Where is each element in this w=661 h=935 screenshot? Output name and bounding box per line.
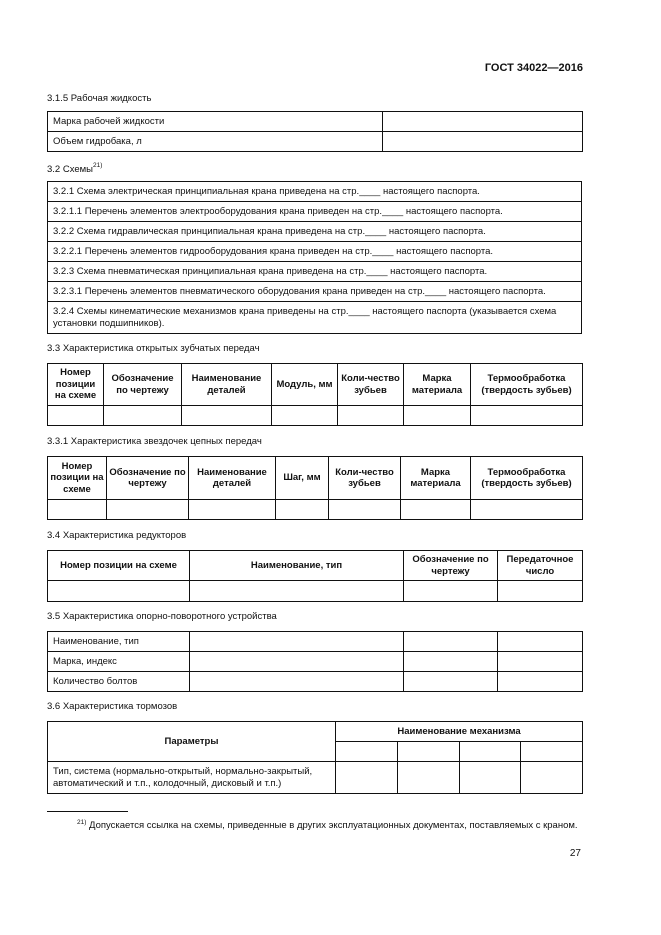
sprocket-table [47, 456, 583, 520]
slewing-table [47, 631, 583, 692]
page-number: 27 [569, 848, 581, 859]
sprocket-col-heat-treatment: Термообработка (твердость зубьев) [471, 457, 583, 500]
brakes-table [47, 721, 583, 794]
scheme-row: 3.2.3 Схема пневматическая принципиальная крана приведена на стр.____ настоящего паспорта. [48, 262, 582, 282]
gear-col-module: Модуль, мм [272, 364, 338, 406]
gear-col-drawing: Обозначение по чертежу [104, 364, 182, 406]
gearbox-col-name: Наименование, тип [190, 551, 404, 581]
slewing-brand-label: Марка, индекс [48, 652, 190, 672]
gearbox-col-position: Номер позиции на схеме [48, 551, 190, 581]
gearbox-col-ratio: Передаточное число [498, 551, 583, 581]
footnote-mark: 21) [77, 819, 87, 826]
tank-volume-value [383, 132, 583, 152]
fluid-brand-value [383, 112, 583, 132]
slewing-name-label: Наименование, тип [48, 632, 190, 652]
schemes-table [47, 181, 582, 334]
section-3-3-title: 3.3 Характеристика открытых зубчатых передач [47, 343, 260, 354]
sprocket-col-pitch: Шаг, мм [276, 457, 329, 500]
slewing-bolts-label: Количество болтов [48, 672, 190, 692]
scheme-row: 3.2.2 Схема гидравлическая принципиальная крана приведена на стр.____ настоящего паспорта. [48, 222, 582, 242]
sprocket-col-material: Марка материала [401, 457, 471, 500]
gear-col-heat-treatment: Термообработка (твердость зубьев) [471, 364, 583, 406]
footnote-ref-21: 21) [93, 162, 103, 169]
section-3-2-title [47, 162, 102, 175]
brakes-col-params: Параметры [48, 722, 336, 762]
sprocket-col-drawing: Обозначение по чертежу [107, 457, 189, 500]
scheme-row: 3.2.1 Схема электрическая принципиальная крана приведена на стр.____ настоящего паспорта. [48, 182, 582, 202]
gear-col-material: Марка материала [404, 364, 471, 406]
fluid-brand-label: Марка рабочей жидкости [48, 112, 383, 132]
scheme-row: 3.2.4 Схемы кинематические механизмов крана приведены на стр.____ настоящего паспорта (указывается схема установки подшипников). [48, 302, 582, 334]
sprocket-col-teeth: Коли-чество зубьев [329, 457, 401, 500]
footnote-text: Допускается ссылка на схемы, приведенные в других эксплуатационных документах, поставляемых с краном. [89, 820, 578, 831]
sprocket-col-position: Номер позиции на схеме [48, 457, 107, 500]
sprocket-col-parts: Наименование деталей [189, 457, 276, 500]
gear-col-parts: Наименование деталей [182, 364, 272, 406]
footnote-separator [47, 811, 128, 812]
gear-col-position: Номер позиции на схеме [48, 364, 104, 406]
section-3-2-label: 3.2 Схемы [47, 164, 93, 175]
fluid-table [47, 111, 583, 152]
section-3-6-title: 3.6 Характеристика тормозов [47, 701, 178, 712]
scheme-row: 3.2.2.1 Перечень элементов гидрооборудования крана приведен на стр.____ настоящего паспорта. [48, 242, 582, 262]
section-3-3-1-title: 3.3.1 Характеристика звездочек цепных передач [47, 436, 262, 447]
gearbox-col-drawing: Обозначение по чертежу [404, 551, 498, 581]
document-standard-header: ГОСТ 34022—2016 [484, 62, 583, 74]
gear-col-teeth: Коли-чество зубьев [338, 364, 404, 406]
scheme-row: 3.2.1.1 Перечень элементов электрооборудования крана приведен на стр.____ настоящего паспорта. [48, 202, 582, 222]
gear-table [47, 363, 583, 426]
gearbox-table [47, 550, 583, 602]
tank-volume-label: Объем гидробака, л [48, 132, 383, 152]
footnote [47, 816, 582, 833]
brakes-type-label: Тип, система (нормально-открытый, нормально-закрытый, автоматический и т.п., колодочный, дисковый и т.п.) [48, 762, 336, 794]
section-3-4-title: 3.4 Характеристика редукторов [47, 530, 187, 541]
scheme-row: 3.2.3.1 Перечень элементов пневматического оборудования крана приведен на стр.____ настоящего паспорта. [48, 282, 582, 302]
section-3-1-5-title: 3.1.5 Рабочая жидкость [47, 93, 152, 104]
brakes-col-mechanism: Наименование механизма [336, 722, 583, 742]
section-3-5-title: 3.5 Характеристика опорно-поворотного устройства [47, 611, 277, 622]
